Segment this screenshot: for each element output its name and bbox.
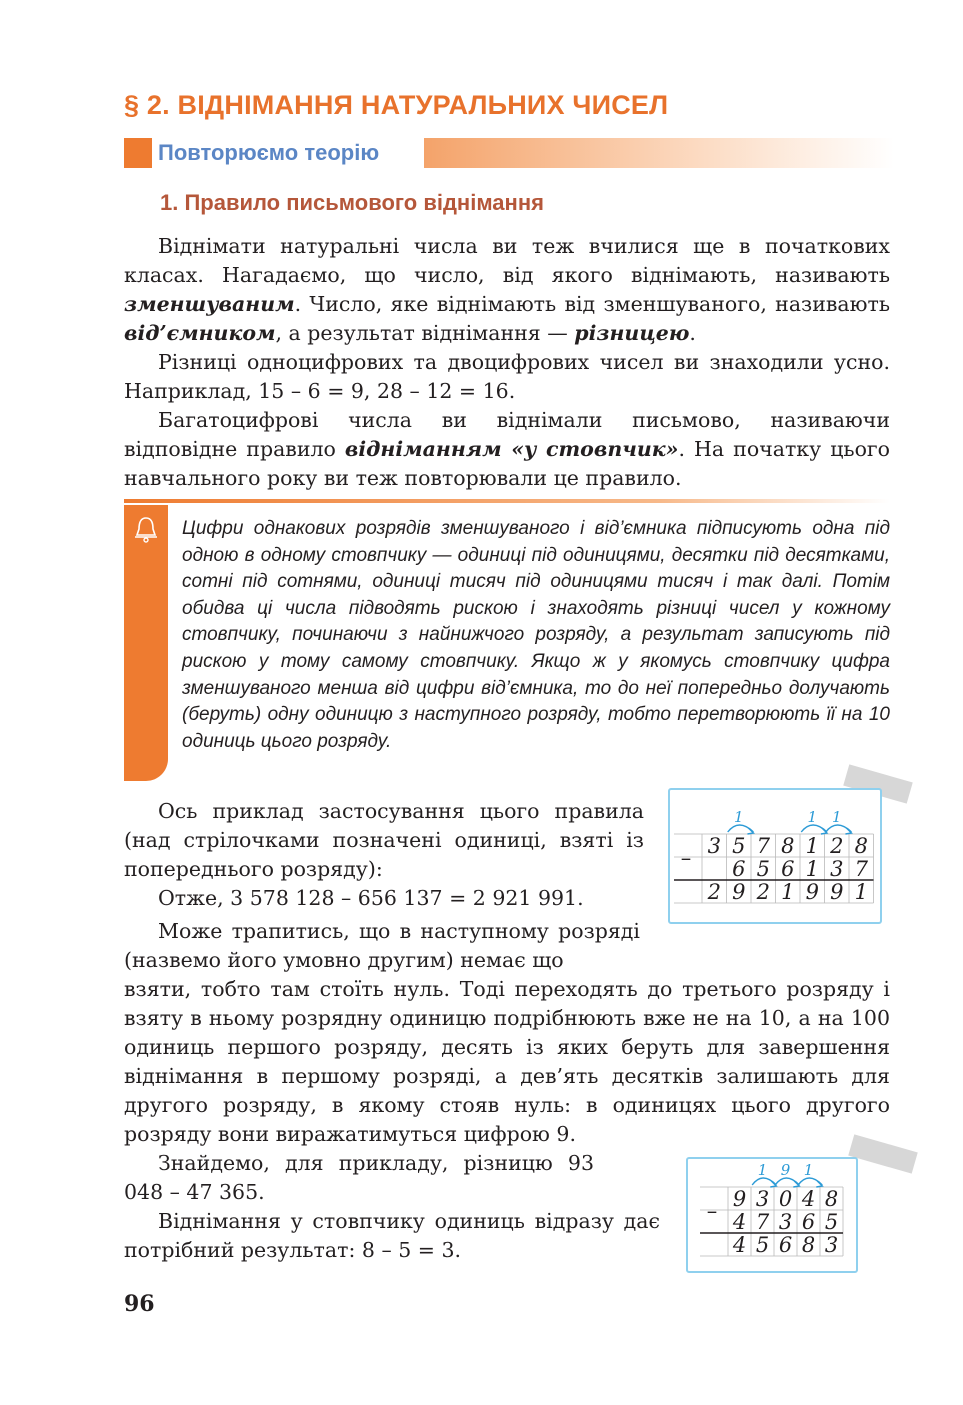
- digit: 0: [778, 1187, 793, 1211]
- digit: 9: [732, 880, 746, 904]
- digit: 6: [781, 857, 795, 881]
- digit: 7: [854, 857, 868, 881]
- digit: 1: [781, 880, 795, 904]
- para1-text-a: Віднімати натуральні числа ви теж вчилися ще в початкових класах. Нагадаємо, що число, від якого віднімають, називають: [124, 234, 890, 287]
- para1-text-g: .: [689, 321, 696, 345]
- borrow-mark: 1: [733, 808, 744, 826]
- paragraph-4: [124, 797, 644, 884]
- paragraph-6a: [124, 917, 640, 975]
- paragraph-5: [124, 884, 644, 913]
- example2-grid: [688, 1159, 856, 1271]
- minus-sign: –: [706, 1199, 718, 1223]
- term-column-subtraction: відніманням «у стовпчик»: [344, 437, 679, 461]
- para8-text: Віднімання у стовпчику одиниць відразу дає потрібний результат: 8 – 5 = 3.: [124, 1209, 660, 1262]
- digit: 5: [756, 857, 770, 881]
- paragraph-7: [124, 1149, 594, 1207]
- borrow-mark: 1: [803, 1161, 814, 1179]
- digit: 3: [778, 1210, 793, 1234]
- term-subtrahend: від’ємником: [124, 321, 276, 345]
- para6b-text: взяти, тобто там стоїть нуль. Тоді переходять до третього розряду і взяту в ньому розрядну одиницю подрібнюють вже не на 10, а на 100 одиниць першого розряду, десять із яких беруть для завершення віднімання в першому розряді, а дев’ять десятків залишають для другого розряду, в якому стояв нуль: в одиницях цього другого розряду вони виражатимуться цифрою 9.: [124, 977, 890, 1146]
- example-card-1: [668, 788, 882, 924]
- digit: 1: [805, 834, 819, 858]
- digit: 2: [830, 834, 844, 858]
- digit: 7: [755, 1210, 770, 1234]
- digit: 8: [781, 834, 795, 858]
- para5-text: Отже, 3 578 128 – 656 137 = 2 921 991.: [158, 886, 584, 910]
- borrow-mark: 1: [807, 808, 818, 826]
- page-number: 96: [124, 1291, 155, 1317]
- rule-note: Цифри однакових розрядів зменшуваного і від’ємника підписують одна під одною в одному стовпчику — одиниці під одиницями, десятки під десятками, сотні під сотнями, одиниці тисяч під одиницями тисяч і так далі. Потім обидва ці числа підводять рискою і знаходять різниці чисел у кожному стовпчику, починаючи з найнижчого розряду, а результат записують під рискою у тому самому стовпчику. Якщо ж у якомусь стовпчику цифра зменшуваного менша від цифри від’ємника, то до неї попередньо долучають (беруть) одну одиницю з наступного розряду, тобто перетворюють її на 10 одиниць цього розряду.: [182, 518, 890, 752]
- digit: 1: [805, 857, 819, 881]
- digit: 9: [830, 880, 844, 904]
- para1-text-c: . Число, яке віднімають від зменшуваного, називають: [294, 292, 890, 316]
- paragraph-8: [124, 1207, 660, 1265]
- digit: 7: [756, 834, 770, 858]
- digit: 4: [732, 1233, 747, 1257]
- bell-icon: [133, 515, 159, 543]
- section-title: § 2. ВІДНІМАННЯ НАТУРАЛЬНИХ ЧИСЕЛ: [124, 90, 669, 120]
- digit: 5: [755, 1233, 770, 1257]
- example-card-2: [686, 1157, 858, 1273]
- minus-sign: –: [680, 846, 692, 870]
- digit: 4: [732, 1210, 747, 1234]
- digit: 8: [854, 834, 868, 858]
- paragraph-6b: [124, 975, 890, 1149]
- digit: 3: [830, 857, 844, 881]
- borrow-mark: 9: [780, 1161, 791, 1179]
- digit: 5: [824, 1210, 839, 1234]
- para3-text-c: . На початку цього навчального року ви теж повторювали це правило.: [124, 437, 890, 490]
- digit: 6: [801, 1210, 816, 1234]
- term-difference: різницею: [574, 321, 690, 345]
- digit: 8: [824, 1187, 839, 1211]
- rule-divider: [124, 499, 890, 503]
- subheading: 1. Правило письмового віднімання: [160, 190, 544, 215]
- digit: 3: [707, 834, 721, 858]
- digit: 5: [732, 834, 746, 858]
- banner-marker: [124, 138, 152, 168]
- digit: 3: [824, 1233, 839, 1257]
- para7-text: Знайдемо, для прикладу, різницю 93 048 – 47 365.: [124, 1151, 594, 1204]
- rule-side-bar: [124, 505, 168, 781]
- banner-gradient: [424, 138, 894, 168]
- digit: 6: [732, 857, 746, 881]
- paragraph-1: [124, 232, 890, 348]
- theory-banner: [124, 138, 894, 168]
- example1-grid: [670, 790, 880, 922]
- digit: 8: [801, 1233, 816, 1257]
- digit: 4: [801, 1187, 816, 1211]
- paragraph-3: [124, 406, 890, 493]
- banner-label: Повторюємо теорію: [154, 138, 383, 168]
- para3-text-a: Багатоцифрові числа ви віднімали письмово, називаючи відповідне правило: [124, 408, 890, 461]
- digit: 9: [732, 1187, 747, 1211]
- borrow-mark: 1: [831, 808, 842, 826]
- digit: 2: [756, 880, 770, 904]
- term-minuend: зменшуваним: [124, 292, 295, 316]
- para4-text: Ось приклад застосування цього правила (над стрілочками позначені одиниці, взяті із попереднього розряду):: [124, 799, 644, 881]
- para2-text: Різниці одноцифрових та двоцифрових чисел ви знаходили усно. Наприклад, 15 – 6 = 9, 28 – 12 = 16.: [124, 350, 890, 403]
- digit: 3: [755, 1187, 770, 1211]
- digit: 1: [854, 880, 868, 904]
- digit: 6: [778, 1233, 793, 1257]
- borrow-mark: 1: [757, 1161, 768, 1179]
- paragraph-2: [124, 348, 890, 406]
- para6a-text: Може трапитись, що в наступному розряді (назвемо його умовно другим) немає що: [124, 919, 640, 972]
- digit: 2: [707, 880, 721, 904]
- digit: 9: [805, 880, 819, 904]
- para1-text-e: , а результат віднімання —: [275, 321, 575, 345]
